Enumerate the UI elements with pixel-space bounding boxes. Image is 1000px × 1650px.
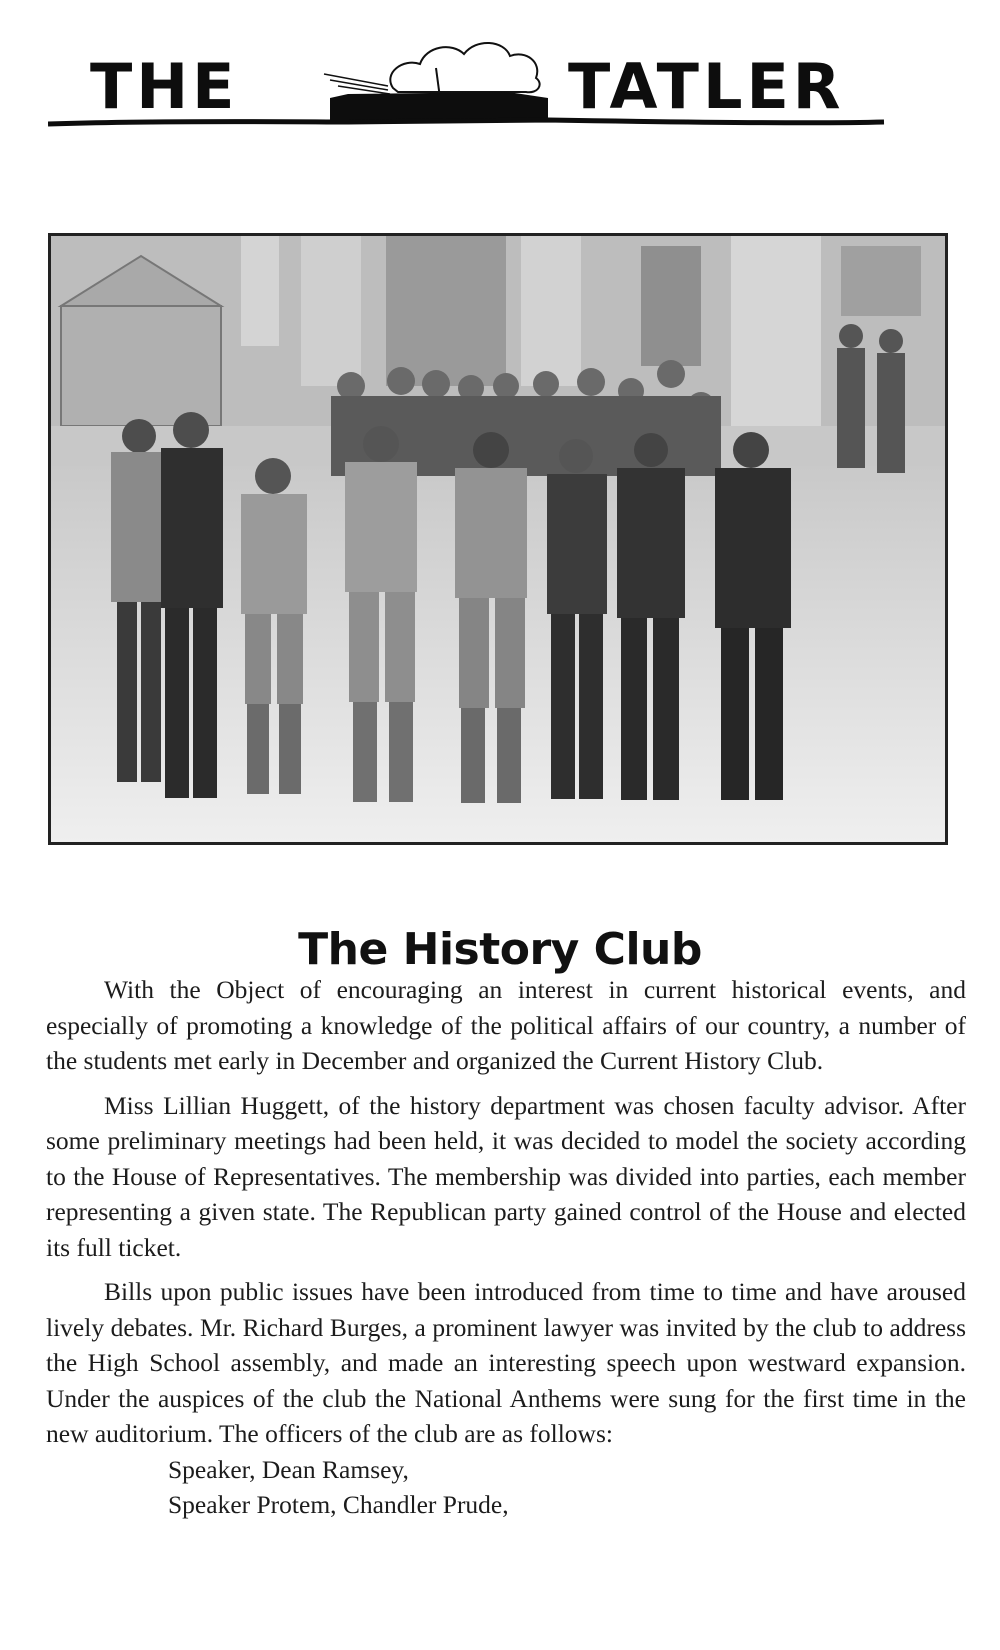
article-paragraph: With the Object of encouraging an interest in current historical events, and especially of promoting a knowledge of the political affairs of our country, a number of the students met early in December and organized the Current History Club. (46, 975, 966, 1075)
officer-entry: Speaker, Dean Ramsey, (168, 1454, 409, 1484)
article-title: The History Club (298, 924, 702, 976)
hill-silhouette (330, 92, 548, 120)
article-body (46, 972, 966, 1523)
article-paragraph: Miss Lillian Huggett, of the history department was chosen faculty advisor. After some preliminary meetings had been held, it was decided to model the society according to the House of Representatives. The membership was divided into parties, each member representing a given state. The Republican party gained control of the House and elected its full ticket. (46, 1090, 966, 1262)
masthead-rule (48, 120, 884, 124)
cloud-icon (390, 43, 539, 98)
group-photo (48, 233, 948, 845)
article-paragraph: Bills upon public issues have been introduced from time to time and have aroused lively debates. Mr. Richard Burges, a prominent lawyer was invited by the club to address the High School assembly, and made an interesting speech upon westward expansion. Under the auspices of the club the National Anthems were sung for the first time in the new auditorium. The officers of the club are as follows: (46, 1277, 966, 1448)
speed-lines-icon (324, 74, 390, 94)
photo-illustration (51, 236, 945, 842)
officer-entry: Speaker Protem, Chandler Prude, (168, 1490, 509, 1519)
masthead-right-word: TATLER (568, 50, 845, 123)
officers-list (46, 1452, 966, 1523)
masthead-art (48, 28, 948, 140)
masthead-left-word: THE (90, 50, 239, 123)
masthead (48, 28, 948, 140)
